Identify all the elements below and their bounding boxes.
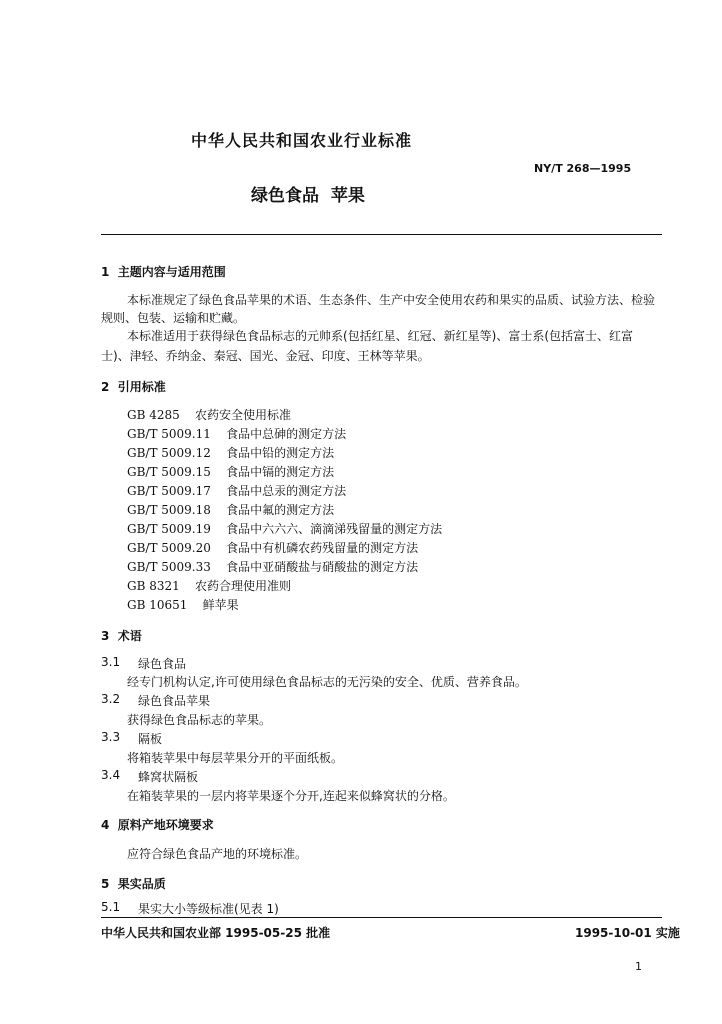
section-5-1-number: 5.1 — [101, 900, 121, 914]
section-1-paragraph-1-line-2: 规则、包装、运输和贮藏。 — [101, 311, 246, 325]
term-3-2-name: 绿色食品苹果 — [138, 694, 211, 708]
term-3-3-number: 3.3 — [101, 730, 121, 744]
term-3-4-name: 蜂窝状隔板 — [138, 770, 199, 784]
document-title: 绿色食品 苹果 — [251, 186, 365, 206]
term-3-4-definition: 在箱装苹果的一层内将苹果逐个分开,连起来似蜂窝状的分格。 — [127, 789, 455, 803]
term-3-1-number: 3.1 — [101, 655, 121, 669]
reference-item: GB/T 5009.11 食品中总砷的测定方法 — [127, 427, 347, 441]
reference-item: GB/T 5009.12 食品中铅的测定方法 — [127, 446, 335, 460]
section-4-body: 应符合绿色食品产地的环境标准。 — [127, 847, 308, 861]
section-1-paragraph-1-line-1: 本标准规定了绿色食品苹果的术语、生态条件、生产中安全使用农药和果实的品质、试验方法、检验 — [127, 293, 656, 307]
org-title: 中华人民共和国农业行业标准 — [191, 131, 413, 150]
reference-item: GB/T 5009.17 食品中总汞的测定方法 — [127, 484, 347, 498]
effective-date: 1995-10-01 实施 — [575, 926, 680, 940]
reference-item: GB/T 5009.33 食品中亚硝酸盐与硝酸盐的测定方法 — [127, 560, 419, 574]
reference-item: GB/T 5009.20 食品中有机磷农药残留量的测定方法 — [127, 541, 419, 555]
page-number: 1 — [635, 960, 642, 973]
reference-item: GB 8321 农药合理使用准则 — [127, 579, 292, 593]
reference-item: GB/T 5009.19 食品中六六六、滴滴涕残留量的测定方法 — [127, 522, 443, 536]
reference-item: GB/T 5009.15 食品中镉的测定方法 — [127, 465, 335, 479]
section-1-paragraph-2-line-2: 士)、津轻、乔纳金、秦冠、国光、金冠、印度、王林等苹果。 — [101, 349, 430, 363]
term-3-1-definition: 经专门机构认定,许可使用绿色食品标志的无污染的安全、优质、营养食品。 — [127, 675, 527, 689]
standard-code: NY/T 268—1995 — [534, 162, 632, 175]
term-3-3-definition: 将箱装苹果中每层苹果分开的平面纸板。 — [127, 751, 344, 765]
reference-item: GB 10651 鲜苹果 — [127, 598, 239, 612]
term-3-1-name: 绿色食品 — [138, 657, 187, 671]
section-5-1-text: 果实大小等级标准(见表 1) — [138, 902, 279, 916]
reference-item: GB/T 5009.18 食品中氟的测定方法 — [127, 503, 335, 517]
section-4-heading: 4 原料产地环境要求 — [101, 818, 214, 832]
issuer-line: 中华人民共和国农业部 1995-05-25 批准 — [101, 926, 331, 940]
section-2-heading: 2 引用标准 — [101, 380, 166, 394]
term-3-3-name: 隔板 — [138, 732, 163, 746]
section-1-paragraph-2-line-1: 本标准适用于获得绿色食品标志的元帅系(包括红星、红冠、新红星等)、富士系(包括富士、红富 — [127, 329, 634, 343]
term-3-2-number: 3.2 — [101, 692, 121, 706]
section-3-heading: 3 术语 — [101, 629, 142, 643]
section-5-heading: 5 果实品质 — [101, 877, 166, 891]
section-1-heading: 1 主题内容与适用范围 — [101, 265, 226, 279]
footer-rule — [101, 917, 662, 918]
term-3-4-number: 3.4 — [101, 768, 121, 782]
reference-item: GB 4285 农药安全使用标准 — [127, 408, 292, 422]
header-rule — [101, 234, 662, 235]
term-3-2-definition: 获得绿色食品标志的苹果。 — [127, 713, 272, 727]
